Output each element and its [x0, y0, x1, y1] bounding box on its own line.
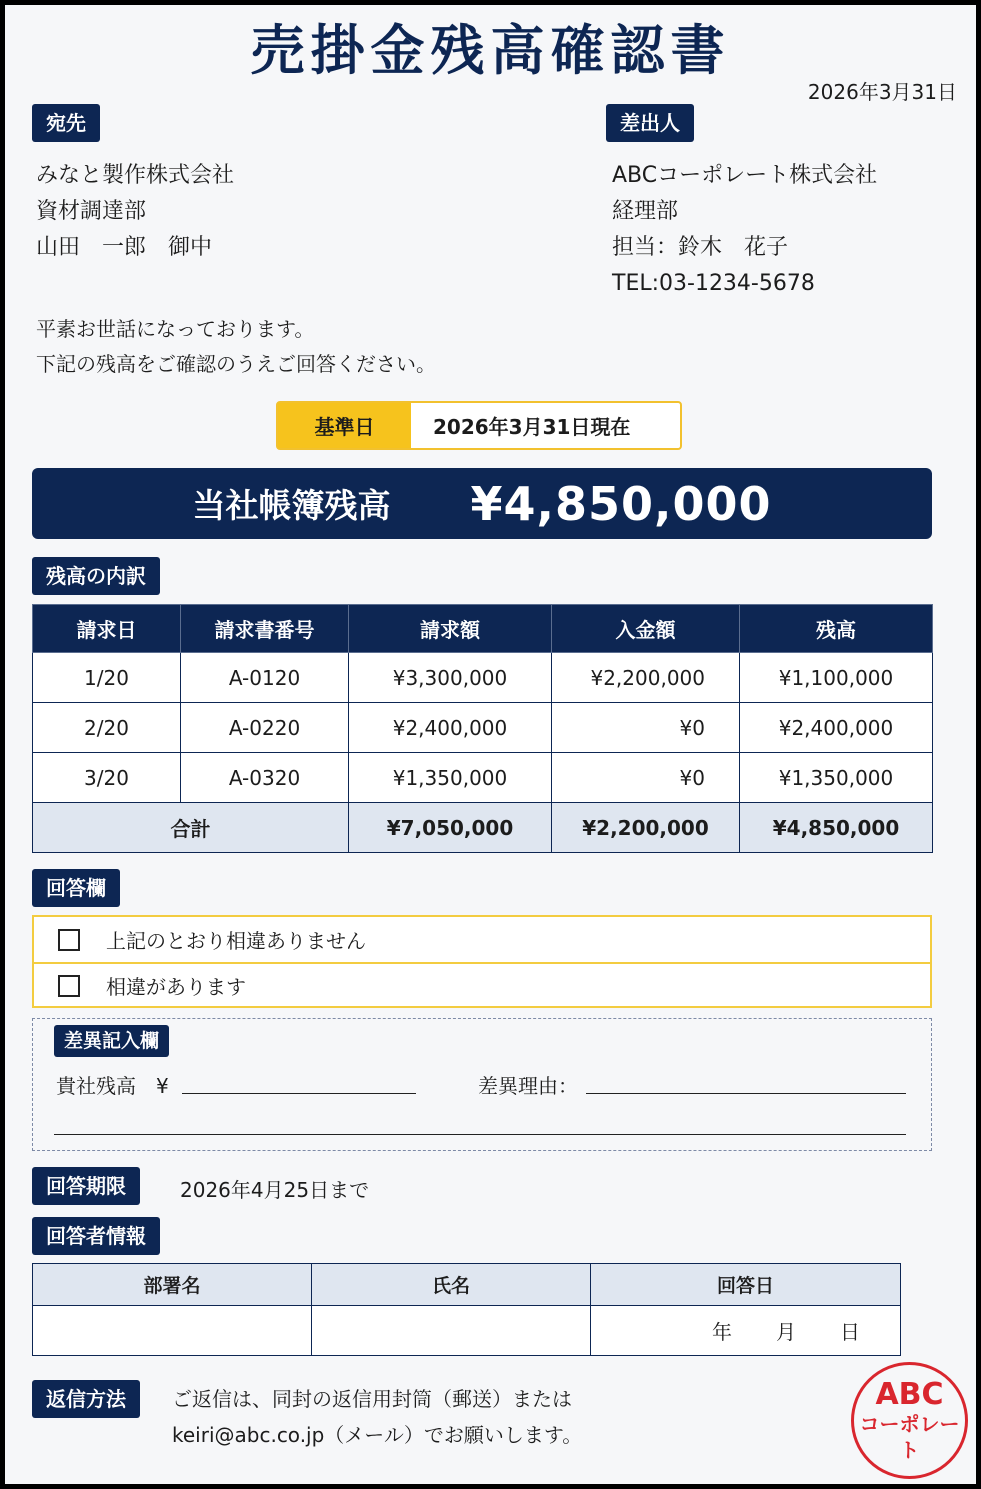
respondent-table [32, 1263, 901, 1356]
cell-number: A-0120 [181, 653, 349, 703]
difference-tag: 差異記入欄 [54, 1025, 169, 1057]
book-balance-label: 当社帳簿残高 [192, 486, 391, 525]
date-year-unit: 年 [712, 1320, 732, 1344]
greeting-line-2: 下記の残高をご確認のうえご回答ください。 [36, 352, 436, 376]
answer-date-input[interactable] [591, 1306, 901, 1356]
deadline-tag: 回答期限 [32, 1167, 140, 1205]
reply-line-2: keiri@abc.co.jp（メール）でお願いします。 [172, 1423, 583, 1447]
sender-contact: 担当：鈴木 花子 [612, 235, 789, 260]
total-label: 合計 [33, 803, 349, 853]
cell-date: 1/20 [33, 653, 181, 703]
header-paid-amount: 入金額 [552, 605, 740, 653]
difference-reason-input[interactable] [586, 1093, 906, 1094]
option-difference-label: 相違があります [106, 975, 246, 999]
book-balance-banner [32, 468, 932, 539]
recipient-tag: 宛先 [32, 104, 100, 142]
sender-block [612, 158, 877, 302]
reply-text [172, 1381, 582, 1453]
difference-reason-input-line-2[interactable] [54, 1134, 906, 1135]
header-invoice-date: 請求日 [33, 605, 181, 653]
header-name: 氏名 [312, 1264, 591, 1306]
reply-tag: 返信方法 [32, 1380, 140, 1418]
recipient-person: 山田 一郎 御中 [36, 235, 213, 260]
header-department: 部署名 [33, 1264, 312, 1306]
table-row [33, 703, 933, 753]
cell-invoice: ¥3,300,000 [349, 653, 552, 703]
cell-number: A-0320 [181, 753, 349, 803]
checkbox-difference[interactable] [58, 975, 80, 997]
book-balance-amount: ¥4,850,000 [470, 476, 772, 531]
recipient-department: 資材調達部 [36, 199, 147, 224]
cell-balance: ¥2,400,000 [740, 703, 933, 753]
document-title: 売掛金残高確認書 [250, 19, 731, 82]
base-date-value: 2026年3月31日現在 [433, 415, 631, 439]
your-balance-input[interactable] [182, 1093, 416, 1094]
seal-line-1: ABC [875, 1376, 944, 1412]
issue-date: 2026年3月31日 [807, 80, 957, 104]
table-row [33, 753, 933, 803]
breakdown-header-row [33, 605, 933, 653]
base-date-label: 基準日 [278, 403, 411, 448]
sender-department: 経理部 [612, 199, 679, 224]
greeting-line-1: 平素お世話になっております。 [36, 317, 315, 341]
name-input[interactable] [312, 1306, 591, 1356]
breakdown-table [32, 604, 933, 853]
checkbox-no-difference[interactable] [58, 929, 80, 951]
your-balance-label: 貴社残高 ¥ [56, 1074, 169, 1098]
sender-tag: 差出人 [606, 104, 694, 142]
total-row [33, 803, 933, 853]
cell-invoice: ¥1,350,000 [349, 753, 552, 803]
date-month-unit: 月 [776, 1320, 796, 1344]
base-date-box [276, 401, 682, 450]
seal-line-2: コーポレート [859, 1411, 960, 1462]
cell-balance: ¥1,100,000 [740, 653, 933, 703]
greeting [36, 312, 436, 382]
sender-tel: TEL:03-1234-5678 [612, 271, 815, 296]
recipient-company: みなと製作株式会社 [36, 163, 235, 188]
cell-paid: ¥0 [552, 703, 740, 753]
deadline-value: 2026年4月25日まで [180, 1178, 370, 1202]
total-paid: ¥2,200,000 [552, 803, 740, 853]
answer-tag: 回答欄 [32, 869, 120, 907]
header-balance: 残高 [740, 605, 933, 653]
cell-balance: ¥1,350,000 [740, 753, 933, 803]
header-invoice-amount: 請求額 [349, 605, 552, 653]
cell-paid: ¥0 [552, 753, 740, 803]
cell-paid: ¥2,200,000 [552, 653, 740, 703]
answer-choices [32, 915, 932, 1008]
table-row [33, 653, 933, 703]
date-day-unit: 日 [840, 1320, 860, 1344]
answer-option-no-difference[interactable] [34, 917, 930, 962]
respondent-tag: 回答者情報 [32, 1217, 160, 1255]
department-input[interactable] [33, 1306, 312, 1356]
difference-reason-label: 差異理由： [478, 1074, 578, 1098]
total-balance: ¥4,850,000 [740, 803, 933, 853]
respondent-header-row [33, 1264, 901, 1306]
respondent-input-row [33, 1306, 901, 1356]
cell-number: A-0220 [181, 703, 349, 753]
cell-invoice: ¥2,400,000 [349, 703, 552, 753]
header-answer-date: 回答日 [591, 1264, 901, 1306]
option-no-difference-label: 上記のとおり相違ありません [106, 929, 366, 953]
company-seal [851, 1362, 968, 1479]
reply-line-1: ご返信は、同封の返信用封筒（郵送）または [172, 1387, 572, 1411]
breakdown-tag: 残高の内訳 [32, 557, 160, 595]
total-invoice: ¥7,050,000 [349, 803, 552, 853]
sender-company: ABCコーポレート株式会社 [612, 163, 878, 188]
cell-date: 2/20 [33, 703, 181, 753]
recipient-block [36, 158, 234, 266]
cell-date: 3/20 [33, 753, 181, 803]
header-invoice-number: 請求書番号 [181, 605, 349, 653]
answer-option-difference[interactable] [34, 962, 930, 1007]
